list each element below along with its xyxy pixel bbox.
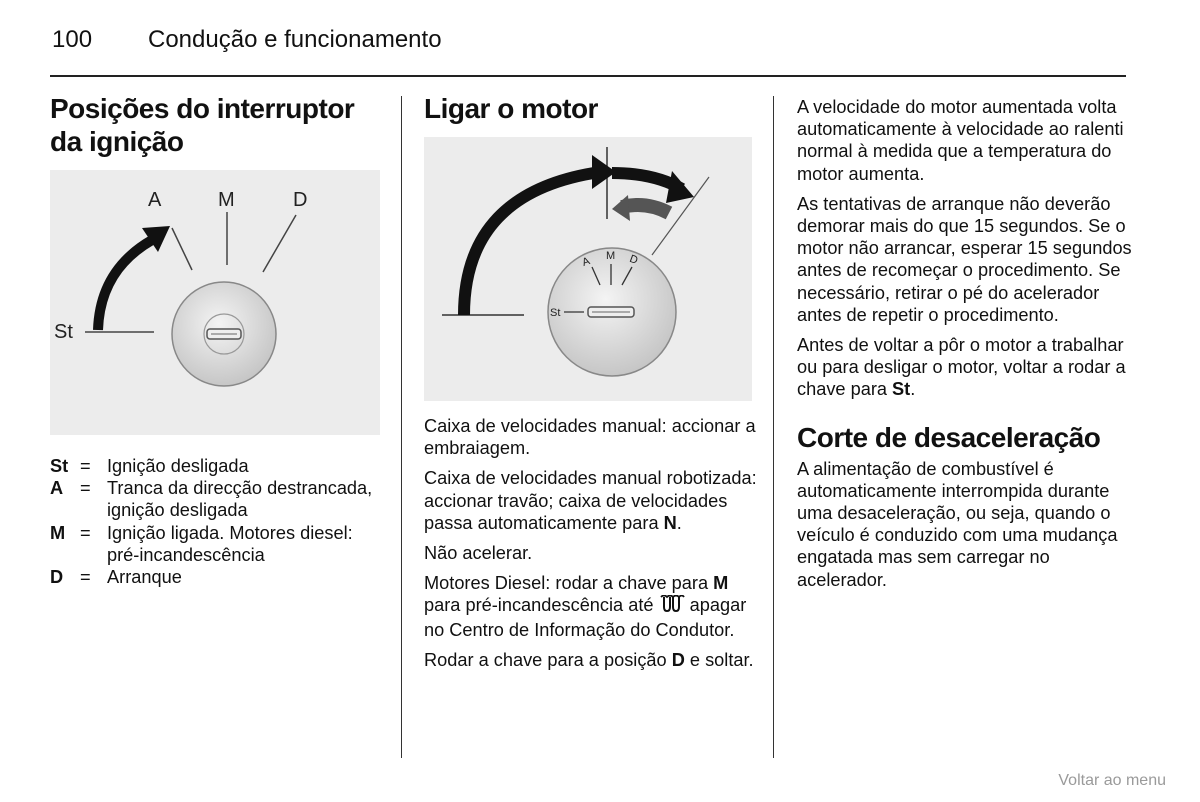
p5-bold: D xyxy=(671,649,685,670)
fuel-cutoff-heading: Corte de desaceleração xyxy=(797,421,1101,453)
p2-end: . xyxy=(676,512,682,533)
ignition-legend xyxy=(50,455,390,588)
legend-row xyxy=(50,477,390,521)
ignition-switch-figure xyxy=(50,170,380,435)
section-title: Condução e funcionamento xyxy=(148,26,442,53)
key-turn-figure xyxy=(424,137,752,401)
column-ignition-positions xyxy=(50,92,390,588)
legend-key: St xyxy=(50,456,69,476)
p4-end: apagar no Centro de Informação do Condutor. xyxy=(424,595,747,640)
p3-end: . xyxy=(910,379,916,400)
legend-text: Arranque xyxy=(107,567,182,588)
starting-engine-heading: Ligar o motor xyxy=(424,93,598,124)
label-st: St xyxy=(54,321,73,343)
label-a: A xyxy=(148,189,162,211)
manual-gearbox-text: Caixa de velocidades manual: accionar a embraiagem. xyxy=(424,416,756,459)
column-divider-2 xyxy=(773,96,774,758)
p4-bold: M xyxy=(713,573,729,594)
p4-text: Motores Diesel: rodar a chave para xyxy=(424,573,714,594)
legend-eq: = xyxy=(80,478,91,499)
legend-row xyxy=(50,566,390,588)
column-divider-1 xyxy=(401,96,402,758)
p3-bold: St xyxy=(892,379,911,400)
p4-mid: para pré-incandescência até xyxy=(424,595,659,616)
legend-text: Ignição ligada. Motores diesel: pré-incandescência xyxy=(107,522,353,565)
label-d-small: D xyxy=(627,252,640,267)
legend-eq: = xyxy=(80,522,91,543)
p5-text: Rodar a chave para a posição xyxy=(424,649,672,670)
column-starting-engine xyxy=(424,92,760,679)
fuel-cutoff-text: A alimentação de combustível é automaticamente interrompida durante uma desaceleração, ou seja, quando o veículo é conduzido com uma mudança engatada mas sem carregar no acelerador. xyxy=(797,458,1118,590)
ignition-positions-heading: Posições do interruptor da ignição xyxy=(50,93,355,157)
restart-text xyxy=(797,334,1137,401)
page-header xyxy=(52,26,442,54)
legend-row xyxy=(50,455,390,477)
p3-text: Antes de voltar a pôr o motor a trabalhar ou para desligar o motor, voltar a rodar a chave para xyxy=(797,335,1126,400)
legend-row xyxy=(50,522,390,566)
back-to-menu-link[interactable]: Voltar ao menu xyxy=(1058,772,1166,789)
diesel-text xyxy=(424,572,760,641)
p2-text: Caixa de velocidades manual robotizada: accionar travão; caixa de velocidades passa automaticamente para xyxy=(424,468,757,533)
label-st-small: St xyxy=(550,307,561,319)
robotised-gearbox-text xyxy=(424,467,760,534)
glow-plug-icon xyxy=(659,595,685,618)
column-continued xyxy=(797,96,1137,599)
label-a-small: A xyxy=(580,255,592,269)
p2-bold: N xyxy=(663,512,677,533)
legend-key: D xyxy=(50,567,64,588)
legend-eq: = xyxy=(80,567,91,588)
start-attempts-text: As tentativas de arranque não deverão demorar mais do que 15 segundos. Se o motor não arrancar, esperar 15 segundos antes de recomeçar o procedimento. Se necessário, retirar o pé do acelerador antes de repetir o procedimento. xyxy=(797,193,1132,325)
turn-key-text xyxy=(424,649,760,671)
label-m-small: M xyxy=(606,250,616,262)
legend-text: Tranca da direcção destrancada, ignição desligada xyxy=(107,478,373,521)
label-d: D xyxy=(293,189,308,211)
page-number: 100 xyxy=(52,26,93,53)
legend-key: A xyxy=(50,478,64,499)
legend-eq: = xyxy=(80,456,91,476)
idle-speed-text: A velocidade do motor aumentada volta automaticamente à velocidade ao ralenti normal à medida que a temperatura do motor aumenta. xyxy=(797,97,1124,184)
legend-text: Ignição desligada xyxy=(107,456,249,476)
label-m: M xyxy=(218,189,235,211)
p5-end: e soltar. xyxy=(684,649,754,670)
legend-key: M xyxy=(50,522,66,543)
header-rule xyxy=(50,75,1126,77)
no-accelerate-text: Não acelerar. xyxy=(424,543,533,564)
